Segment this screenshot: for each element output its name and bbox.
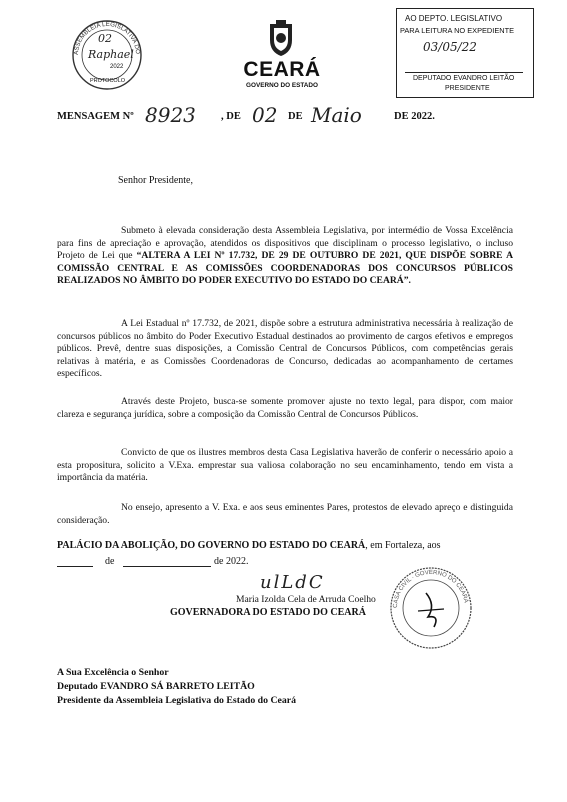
addressee-line-1: A Sua Excelência o Senhor <box>57 667 169 678</box>
coat-of-arms-icon <box>266 20 296 58</box>
protocol-stamp-date: 02 <box>98 32 112 45</box>
message-number-line <box>57 103 457 129</box>
government-seal-text: CASA CIVIL · GOVERNO DO CEARÁ <box>392 569 469 609</box>
dispatch-stamp-line3: DEPUTADO EVANDRO LEITÃO <box>413 75 515 82</box>
closing-year: de 2022. <box>214 556 249 567</box>
message-day: 02 <box>252 103 278 127</box>
salutation: Senhor Presidente, <box>118 175 193 186</box>
protocol-stamp <box>70 18 144 92</box>
message-month: Maio <box>311 103 362 127</box>
paragraph-3: Através deste Projeto, busca-se somente promover ajuste no texto legal, para dispor, com maior clareza e segurança jurídica, sobre a composição da Comissão Central de Concursos Públicos. <box>57 396 513 420</box>
addressee-line-3: Presidente da Assembleia Legislativa do Estado do Ceará <box>57 695 297 706</box>
dispatch-stamp-date: 03/05/22 <box>423 40 477 54</box>
paragraph-1-bill-title: “ALTERA A LEI Nº 17.732, DE 29 DE OUTUBRO DE 2021, QUE DISPÕE SOBRE A COMISSÃO CENTRAL E AS COMISSÕES COORDENADORAS DOS CONCURSOS PÚBLICOS REALIZADOS NO ÂMBITO DO PODER EXECUTIVO DO ESTADO DO CEARÁ”. <box>57 250 513 287</box>
closing-rest: , em Fortaleza, aos <box>365 540 441 551</box>
legislative-dispatch-stamp <box>396 8 534 98</box>
closing-blank-day <box>57 566 93 567</box>
message-year: DE 2022. <box>394 111 435 122</box>
message-prefix: MENSAGEM Nº <box>57 111 134 122</box>
protocol-stamp-text: ASSEMBLEIA LEGISLATIVA DO <box>72 20 142 56</box>
governor-name: Maria Izolda Cela de Arruda Coelho <box>236 594 376 605</box>
paragraph-4: Convicto de que os ilustres membros desta Casa Legislativa haverão de conferir o necessário apoio a esta propositura, solicito a V.Exa. emprestar sua valiosa colaboração no seu encaminhamento, tendo em vista a importância da matéria. <box>57 447 513 484</box>
protocol-stamp-year: 2022 <box>110 64 124 70</box>
paragraph-1 <box>57 225 513 288</box>
state-subtitle: GOVERNO DO ESTADO <box>246 82 318 89</box>
message-number: 8923 <box>145 103 196 127</box>
closing-line <box>57 540 513 553</box>
message-de2: DE <box>288 111 303 122</box>
addressee-line-2: Deputado EVANDRO SÁ BARRETO LEITÃO <box>57 681 255 692</box>
protocol-stamp-signature: Raphael <box>88 48 134 61</box>
closing-palace: PALÁCIO DA ABOLIÇÃO, DO GOVERNO DO ESTADO DO CEARÁ <box>57 540 366 551</box>
government-seal-ring <box>388 565 474 651</box>
closing-blank-month <box>123 566 211 567</box>
governor-signature: ulLdC <box>260 572 325 593</box>
state-name: CEARÁ <box>243 58 321 81</box>
dispatch-stamp-rule <box>405 72 523 73</box>
protocol-stamp-bottom: PROTOCOLO <box>90 78 126 84</box>
closing-de: de <box>105 556 115 567</box>
government-seal <box>388 565 474 651</box>
dispatch-stamp-line2: PARA LEITURA NO EXPEDIENTE <box>400 26 515 35</box>
governor-title: GOVERNADORA DO ESTADO DO CEARÁ <box>170 607 366 618</box>
dispatch-stamp-line1: AO DEPTO. LEGISLATIVO <box>405 14 503 23</box>
message-de1: , DE <box>221 111 241 122</box>
paragraph-5: No ensejo, apresento a V. Exa. e aos seus eminentes Pares, protestos de elevado apreço e distinguida consideração. <box>57 502 513 526</box>
dispatch-stamp-line4: PRESIDENTE <box>445 85 490 92</box>
paragraph-1-text: Submeto à elevada consideração desta Assembleia Legislativa, por intermédio de Vossa Excelência para fins de apreciação e aprovação, atendidos os dispositivos que disciplinam o processo legislativo, o incluso Projeto de Lei que <box>57 225 513 262</box>
paragraph-2: A Lei Estadual nº 17.732, de 2021, dispõe sobre a estrutura administrativa necessária à realização de concursos públicos no âmbito do Poder Executivo Estadual destinados ao provimento de cargos efetivos e empregos públicos. Prevê, dentre suas disposições, a Comissão Central de Concursos Públicos, com competências gerais relativas à matéria, e as Comissões Coordenadoras de Concurso, dedicadas ao acompanhamento de certames específicos. <box>57 318 513 380</box>
